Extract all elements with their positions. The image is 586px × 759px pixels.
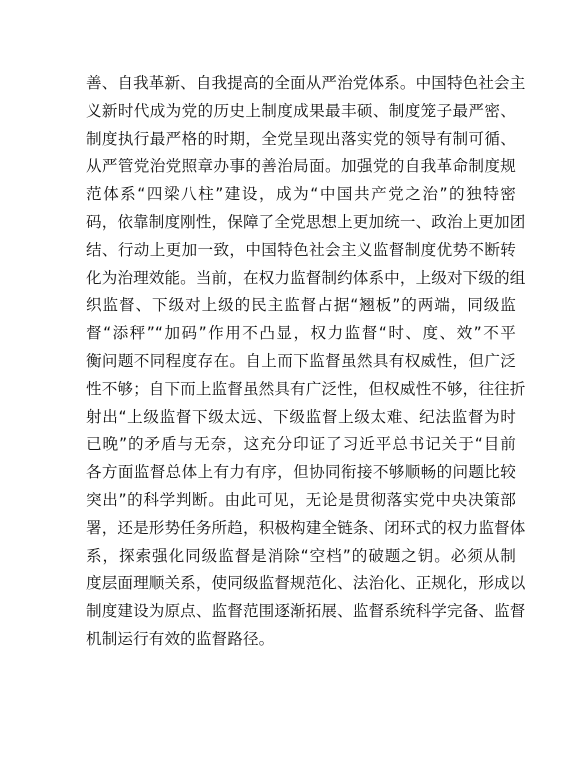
text-line-13: 射出“上级监督下级太远、下级监督上级太难、纪法监督为时 xyxy=(86,407,516,426)
text-line-1: 善、自我革新、自我提高的全面从严治党体系。中国特色社会主 xyxy=(86,74,526,92)
text-line-16: 突出”的科学判断。由此可见，无论是贯彻落实党中央决策部 xyxy=(86,490,516,509)
text-line-3: 制度执行最严格的时期，全党呈现出落实党的领导有制可循、 xyxy=(86,129,516,148)
text-line-21: 机制运行有效的监督路径。 xyxy=(86,629,275,648)
text-line-18: 系，探索强化同级监督是消除“空档”的破题之钥。必须从制 xyxy=(86,546,516,565)
text-line-5: 范体系“四梁八柱”建设，成为“中国共产党之治”的独特密 xyxy=(86,185,516,204)
text-line-6: 码，依靠制度刚性，保障了全党思想上更加统一、政治上更加团 xyxy=(86,212,526,231)
text-line-9: 织监督、下级对上级的民主监督占据“翘板”的两端，同级监 xyxy=(86,296,516,315)
text-line-19: 度层面理顺关系，使同级监督规范化、法治化、正规化，形成以 xyxy=(86,574,526,593)
text-line-15: 各方面监督总体上有力有序，但协同衔接不够顺畅的问题比较 xyxy=(86,463,516,482)
text-line-20: 制度建设为原点、监督范围逐渐拓展、监督系统科学完备、监督 xyxy=(86,602,526,621)
text-line-2: 义新时代成为党的历史上制度成果最丰硕、制度笼子最严密、 xyxy=(86,101,516,120)
text-line-10: 督“添秤”“加码”作用不凸显，权力监督“时、度、效”不平 xyxy=(86,324,516,343)
text-line-11: 衡问题不同程度存在。自上而下监督虽然具有权威性，但广泛 xyxy=(86,351,516,370)
text-line-12: 性不够；自下而上监督虽然具有广泛性，但权威性不够，往往折 xyxy=(86,379,526,398)
body-paragraph xyxy=(86,70,526,654)
text-line-17: 署，还是形势任务所趋，积极构建全链条、闭环式的权力监督体 xyxy=(86,518,526,537)
text-line-4: 从严管党治党照章办事的善治局面。加强党的自我革命制度规 xyxy=(86,157,516,176)
text-line-7: 结、行动上更加一致，中国特色社会主义监督制度优势不断转 xyxy=(86,240,516,259)
text-line-14: 已晚”的矛盾与无奈，这充分印证了习近平总书记关于“目前 xyxy=(86,435,516,454)
text-line-8: 化为治理效能。当前，在权力监督制约体系中，上级对下级的组 xyxy=(86,268,526,287)
